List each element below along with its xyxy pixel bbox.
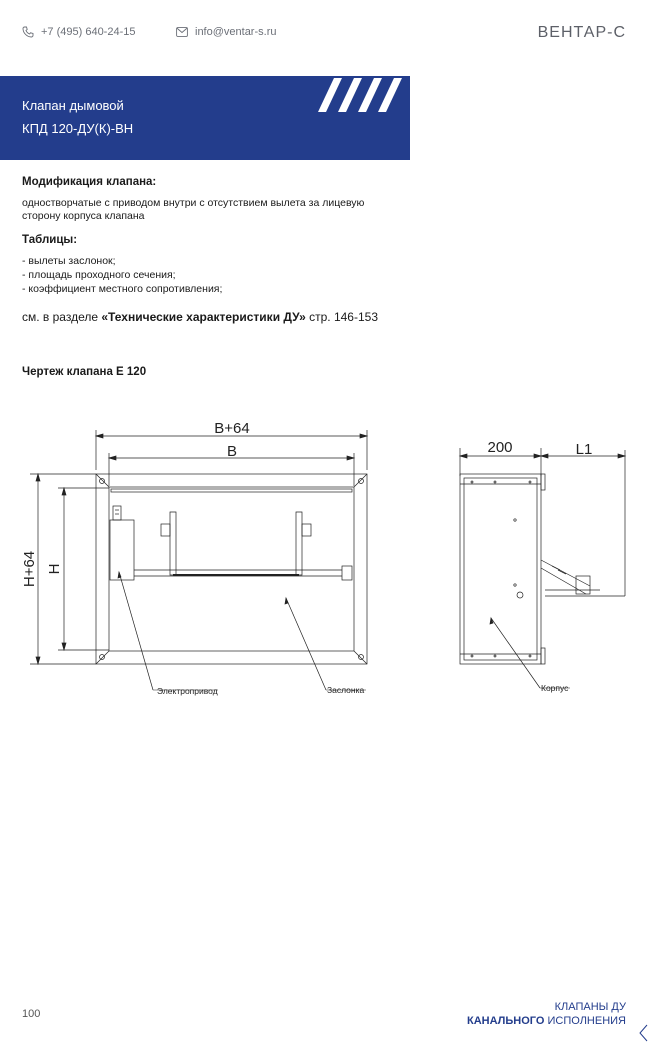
drawing-title: Чертеж клапана Е 120 (22, 366, 147, 378)
corner-chevron-icon (638, 1024, 648, 1042)
dim-b-label: B (226, 443, 238, 460)
see-also-link[interactable]: «Технические характеристики ДУ» (101, 310, 306, 324)
modification-text: одностворчатые с приводом внутри с отсутствием вылета за лицевую сторону корпуса клапана (22, 197, 365, 222)
list-item: - коэффициент местного сопротивления; (22, 283, 223, 295)
tables-list (22, 254, 222, 296)
technical-drawing (0, 410, 648, 710)
dim-h-label: H (46, 563, 63, 575)
footer-line2-bold: КАНАЛЬНОГО (467, 1015, 545, 1027)
page-header (0, 0, 648, 60)
page-number: 100 (22, 1008, 41, 1020)
decorative-stripes-icon (318, 78, 410, 112)
title-banner (0, 76, 410, 160)
tables-heading: Таблицы: (22, 234, 78, 246)
email-text: info@ventar-s.ru (195, 26, 277, 38)
banner-title-line1: Клапан дымовой (22, 98, 124, 113)
phone-text: +7 (495) 640-24-15 (41, 26, 136, 38)
dim-l1-label: L1 (575, 441, 593, 458)
footer-line2-rest: ИСПОЛНЕНИЯ (544, 1015, 626, 1027)
footer-line2 (467, 1014, 626, 1028)
dim-b64-label: B+64 (214, 420, 250, 437)
phone-contact[interactable] (22, 26, 135, 38)
modification-heading: Модификация клапана: (22, 176, 157, 188)
banner-title-line2: КПД 120-ДУ(К)-ВН (22, 121, 134, 136)
brand-name: ВЕНТАР-С (537, 24, 626, 41)
dim-h64-label: H+64 (21, 550, 38, 588)
see-also-reference (22, 310, 378, 324)
list-item: - вылеты заслонок; (22, 255, 116, 267)
see-also-suffix: стр. 146-153 (305, 310, 378, 324)
envelope-icon (176, 27, 188, 37)
damper-label: Заслонка (327, 685, 365, 695)
body-label: Корпус (541, 683, 569, 693)
email-contact[interactable] (176, 26, 276, 38)
section-footer (467, 1000, 626, 1028)
dim-200-label: 200 (487, 439, 513, 456)
footer-line1: КЛАПАНЫ ДУ (554, 1001, 626, 1013)
list-item: - площадь проходного сечения; (22, 269, 176, 281)
phone-icon (22, 26, 34, 38)
see-also-prefix: см. в разделе (22, 310, 102, 324)
actuator-label: Электропривод (157, 686, 218, 696)
